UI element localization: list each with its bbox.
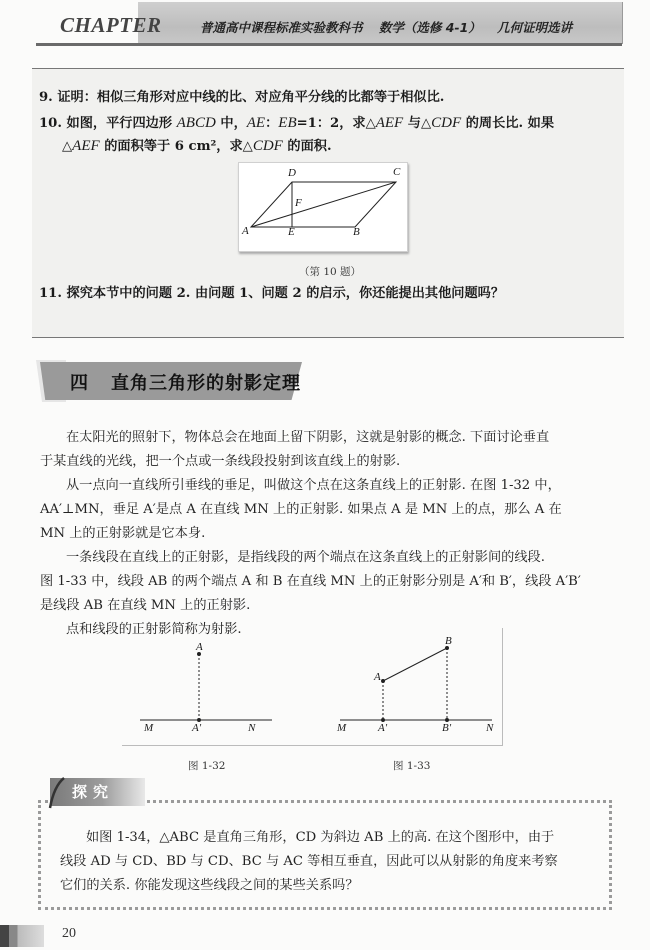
exercise-11: 11. 探究本节中的问题 2. 由问题 1、问题 2 的启示，你还能提出其他问题吗？	[39, 286, 505, 301]
label-A: A	[242, 225, 249, 237]
figure-parallelogram	[238, 162, 408, 252]
paragraph-line: 点和线段的正射影简称为射影.	[66, 622, 242, 637]
figure-132-caption: 图 1-32	[188, 760, 226, 772]
text: 中，	[215, 116, 247, 131]
paragraph-line: 从一点向一直线所引垂线的垂足，叫做这个点在这条直线上的正射影. 在图 1-32 中，	[66, 478, 561, 493]
text: 的面积.	[282, 139, 332, 154]
text: =1：2，求△	[296, 116, 376, 131]
fig132-label-M: M	[144, 722, 154, 734]
text: 与△	[403, 116, 432, 131]
paragraph-line: 于某直线的光线，把一个点或一条线段投射到该直线上的射影.	[40, 454, 401, 469]
math: CDF	[252, 138, 283, 154]
volume-title: 几何证明选讲	[497, 20, 573, 35]
exercise-10-line-1	[39, 111, 554, 136]
section-title: 直角三角形的射影定理	[111, 373, 301, 394]
exercise-10-line-2	[62, 134, 332, 159]
brush-stroke-icon	[46, 776, 66, 810]
fig133-label-A: A	[374, 671, 381, 683]
math: ABCD	[176, 115, 216, 131]
paragraph-line: 一条线段在直线上的正射影，是指线段的两个端点在这条直线上的正射影间的线段.	[66, 550, 545, 565]
text: △	[62, 139, 73, 154]
projection-diagrams	[130, 640, 510, 740]
math: AEF	[72, 138, 100, 154]
figure-10-caption: （第 10 题）	[299, 266, 362, 278]
fig133-label-A-prime: A′	[378, 722, 388, 734]
fig133-label-N: N	[486, 722, 494, 734]
explore-line: 如图 1-34，△ABC 是直角三角形，CD 为斜边 AB 上的高. 在这个图形中，由于	[86, 830, 555, 845]
exercise-9: 9. 证明：相似三角形对应中线的比、对应角平分线的比都等于相似比.	[39, 90, 445, 105]
paragraph-line: 图 1-33 中，线段 AB 的两个端点 A 和 B 在直线 MN 上的正射影分别是 A′和 B′，线段 A′B′	[40, 574, 581, 589]
book-title: 普通高中课程标准实验教科书	[200, 20, 363, 35]
fig132-label-N: N	[248, 722, 256, 734]
fig133-label-M: M	[337, 722, 347, 734]
fig132-label-A: A	[196, 641, 203, 653]
math: CDF	[431, 115, 462, 131]
label-D: D	[288, 167, 296, 179]
paragraph-line: MN 上的正射影就是它本身.	[40, 526, 206, 541]
page-number-bar	[0, 925, 44, 947]
paragraph-line: 是线段 AB 在直线 MN 上的正射影.	[40, 598, 251, 613]
figure-133-caption: 图 1-33	[393, 760, 431, 772]
text: 的面积等于 6 cm²，求△	[99, 139, 253, 154]
section-heading	[70, 369, 301, 395]
label-B: B	[353, 226, 360, 238]
parallelogram-diagram	[239, 163, 407, 251]
label-C: C	[393, 166, 401, 178]
text: 10. 如图，平行四边形	[39, 116, 177, 131]
header-rule	[36, 43, 622, 46]
fig132-label-A-prime: A′	[192, 722, 202, 734]
label-E: E	[288, 226, 295, 238]
fig133-label-B: B	[445, 635, 452, 647]
text: ：	[265, 116, 279, 131]
explore-label: 探究	[72, 783, 115, 801]
running-header	[200, 18, 584, 36]
paragraph-line: AA′⊥MN，垂足 A′是点 A 在直线 MN 上的正射影. 如果点 A 是 MN 上的点，那么 A 在	[40, 502, 562, 517]
page-number: 20	[62, 926, 76, 941]
section-number: 四	[70, 373, 89, 394]
math: AEF	[375, 115, 404, 131]
math: EB	[278, 115, 297, 131]
subject-title: 数学（选修 4-1）	[378, 20, 481, 35]
label-F: F	[295, 197, 302, 209]
math: AE	[246, 115, 266, 131]
fig133-label-B-prime: B′	[442, 722, 452, 734]
paragraph-line: 在太阳光的照射下，物体总会在地面上留下阴影，这就是射影的概念. 下面讨论垂直	[66, 430, 550, 445]
text: 的周长比. 如果	[461, 116, 555, 131]
chapter-label: CHAPTER	[60, 13, 162, 37]
explore-line: 它们的关系. 你能发现这些线段之间的某些关系吗？	[60, 878, 359, 893]
explore-line: 线段 AD 与 CD、BD 与 CD、BC 与 AC 等相互垂直，因此可以从射影的角度来考察	[60, 854, 558, 869]
